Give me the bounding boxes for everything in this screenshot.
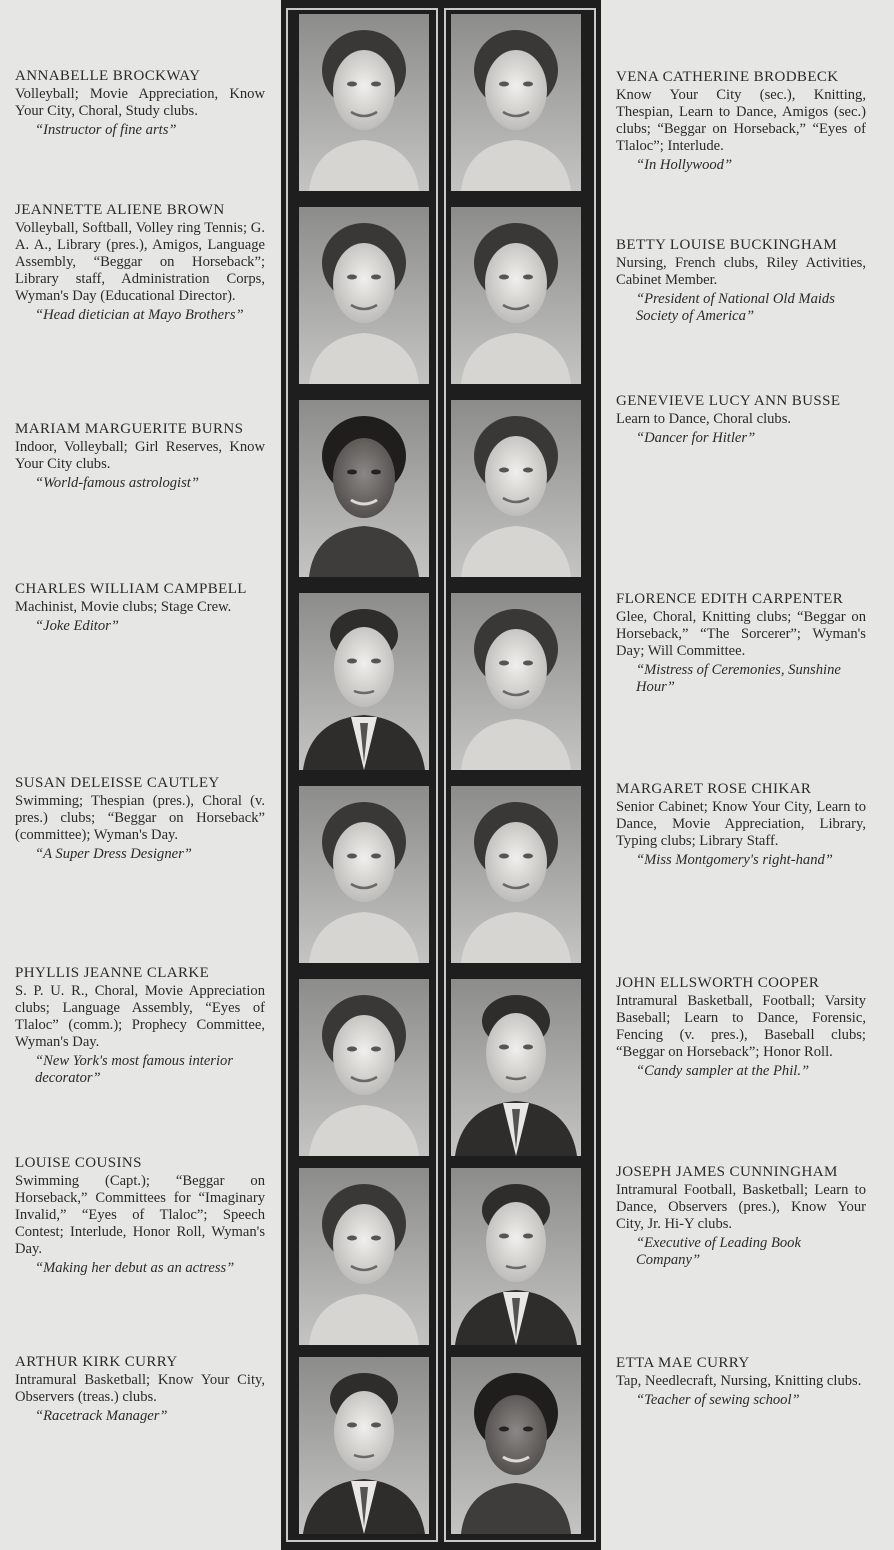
portrait-photo-buckingham (451, 207, 581, 384)
student-name: VENA CATHERINE BRODBECK (616, 69, 839, 85)
student-activities: Machinist, Movie clubs; Stage Crew. (15, 599, 232, 615)
portrait-photo-cautley (299, 786, 429, 963)
student-name: MARIAM MARGUERITE BURNS (15, 421, 244, 437)
student-quote: “Instructor of fine arts” (35, 122, 177, 138)
student-name: GENEVIEVE LUCY ANN BUSSE (616, 393, 841, 409)
student-quote: “New York's most famous interior decorator” (35, 1053, 234, 1086)
student-activities: Glee, Choral, Knitting clubs; “Beggar on Horseback,” “The Sorcerer”; Wyman's Day; Will Committee. (616, 609, 866, 659)
student-activities: Know Your City (sec.), Knitting, Thespian, Learn to Dance, Amigos (sec.) clubs; “Beggar on Horseback,” “Eyes of Tlaloc”; Interlude. (616, 87, 866, 154)
student-entry-etta-curry (616, 1354, 866, 1409)
student-name: JOHN ELLSWORTH COOPER (616, 975, 820, 991)
student-name: JEANNETTE ALIENE BROWN (15, 202, 225, 218)
student-quote: “Head dietician at Mayo Brothers” (35, 307, 244, 323)
student-name: MARGARET ROSE CHIKAR (616, 781, 812, 797)
portrait-photo-cunningham (451, 1168, 581, 1345)
student-entry-brown (15, 201, 265, 324)
student-name: SUSAN DELEISSE CAUTLEY (15, 775, 220, 791)
student-entry-cousins (15, 1154, 265, 1277)
student-quote: “Executive of Leading Book Company” (636, 1235, 801, 1268)
student-quote: “Mistress of Ceremonies, Sunshine Hour” (636, 662, 841, 695)
student-activities: Tap, Needlecraft, Nursing, Knitting clubs. (616, 1373, 862, 1389)
student-entry-chikar (616, 780, 866, 869)
student-activities: Intramural Basketball, Football; Varsity Baseball; Learn to Dance, Forensic, Fencing (v. pres.), Baseball clubs; “Beggar on Horseback”; Honor Roll. (616, 993, 866, 1060)
student-name: ETTA MAE CURRY (616, 1355, 750, 1371)
student-entry-brodbeck (616, 68, 866, 174)
portrait-photo-brown (299, 207, 429, 384)
student-quote: “Candy sampler at the Phil.” (636, 1063, 810, 1079)
student-activities: Intramural Football, Basketball; Learn to Dance, Observers (pres.), Know Your City, Jr. Hi-Y clubs. (616, 1182, 866, 1232)
student-name: PHYLLIS JEANNE CLARKE (15, 965, 210, 981)
student-entry-brockway (15, 67, 265, 139)
student-entry-clarke (15, 964, 265, 1087)
student-activities: Swimming; Thespian (pres.), Choral (v. pres.) clubs; “Beggar on Horseback” (committee); Wyman's Day. (15, 793, 265, 843)
student-entry-busse (616, 392, 866, 447)
portrait-photo-clarke (299, 979, 429, 1156)
portrait-photo-brodbeck (451, 14, 581, 191)
student-name: JOSEPH JAMES CUNNINGHAM (616, 1164, 838, 1180)
portrait-photo-busse (451, 400, 581, 577)
portrait-photo-campbell (299, 593, 429, 770)
student-activities: Volleyball, Softball, Volley ring Tennis; G. A. A., Library (pres.), Amigos, Language Assembly, “Beggar on Horseback”; Library staff, Administration Corps, Wyman's Day (Educational Director). (15, 220, 265, 304)
student-activities: Intramural Basketball; Know Your City, Observers (treas.) clubs. (15, 1372, 265, 1405)
student-quote: “Racetrack Manager” (35, 1408, 168, 1424)
student-quote: “A Super Dress Designer” (35, 846, 192, 862)
student-quote: “Making her debut as an actress” (35, 1260, 235, 1276)
student-activities: Nursing, French clubs, Riley Activities, Cabinet Member. (616, 255, 866, 288)
student-activities: Swimming (Capt.); “Beggar on Horseback,” Committees for “Imaginary Invalid,” “Eyes of Tlaloc”; Speech Contest; Interlude, Honor Roll, Wyman's Day. (15, 1173, 265, 1257)
student-entry-cunningham (616, 1163, 866, 1269)
portrait-photo-etta-curry (451, 1357, 581, 1534)
student-activities: S. P. U. R., Choral, Movie Appreciation clubs; Language Assembly, “Eyes of Tlaloc” (comm.); Prophecy Committee, Wyman's Day. (15, 983, 265, 1050)
student-entry-burns (15, 420, 265, 492)
student-quote: “Dancer for Hitler” (636, 430, 756, 446)
student-name: CHARLES WILLIAM CAMPBELL (15, 581, 247, 597)
student-quote: “President of National Old Maids Society of America” (636, 291, 835, 324)
student-entry-campbell (15, 580, 265, 635)
portrait-photo-cooper (451, 979, 581, 1156)
student-quote: “Joke Editor” (35, 618, 119, 634)
portrait-photo-carpenter (451, 593, 581, 770)
student-entry-cooper (616, 974, 866, 1080)
student-quote: “World-famous astrologist” (35, 475, 199, 491)
student-name: LOUISE COUSINS (15, 1155, 142, 1171)
student-activities: Senior Cabinet; Know Your City, Learn to Dance, Movie Appreciation, Library, Typing clubs; Library Staff. (616, 799, 866, 849)
student-entry-carpenter (616, 590, 866, 696)
student-entry-buckingham (616, 236, 866, 325)
student-entry-cautley (15, 774, 265, 863)
student-name: ANNABELLE BROCKWAY (15, 68, 201, 84)
portrait-photo-cousins (299, 1168, 429, 1345)
student-quote: “Miss Montgomery's right-hand” (636, 852, 833, 868)
student-activities: Learn to Dance, Choral clubs. (616, 411, 792, 427)
student-activities: Volleyball; Movie Appreciation, Know Your City, Choral, Study clubs. (15, 86, 265, 119)
student-name: ARTHUR KIRK CURRY (15, 1354, 178, 1370)
portrait-photo-arthur-curry (299, 1357, 429, 1534)
student-name: BETTY LOUISE BUCKINGHAM (616, 237, 838, 253)
student-quote: “Teacher of sewing school” (636, 1392, 800, 1408)
student-entry-arthur-curry (15, 1353, 265, 1425)
portrait-photo-brockway (299, 14, 429, 191)
student-quote: “In Hollywood” (636, 157, 733, 173)
portrait-photo-chikar (451, 786, 581, 963)
portrait-photo-burns (299, 400, 429, 577)
student-name: FLORENCE EDITH CARPENTER (616, 591, 844, 607)
student-activities: Indoor, Volleyball; Girl Reserves, Know Your City clubs. (15, 439, 265, 472)
